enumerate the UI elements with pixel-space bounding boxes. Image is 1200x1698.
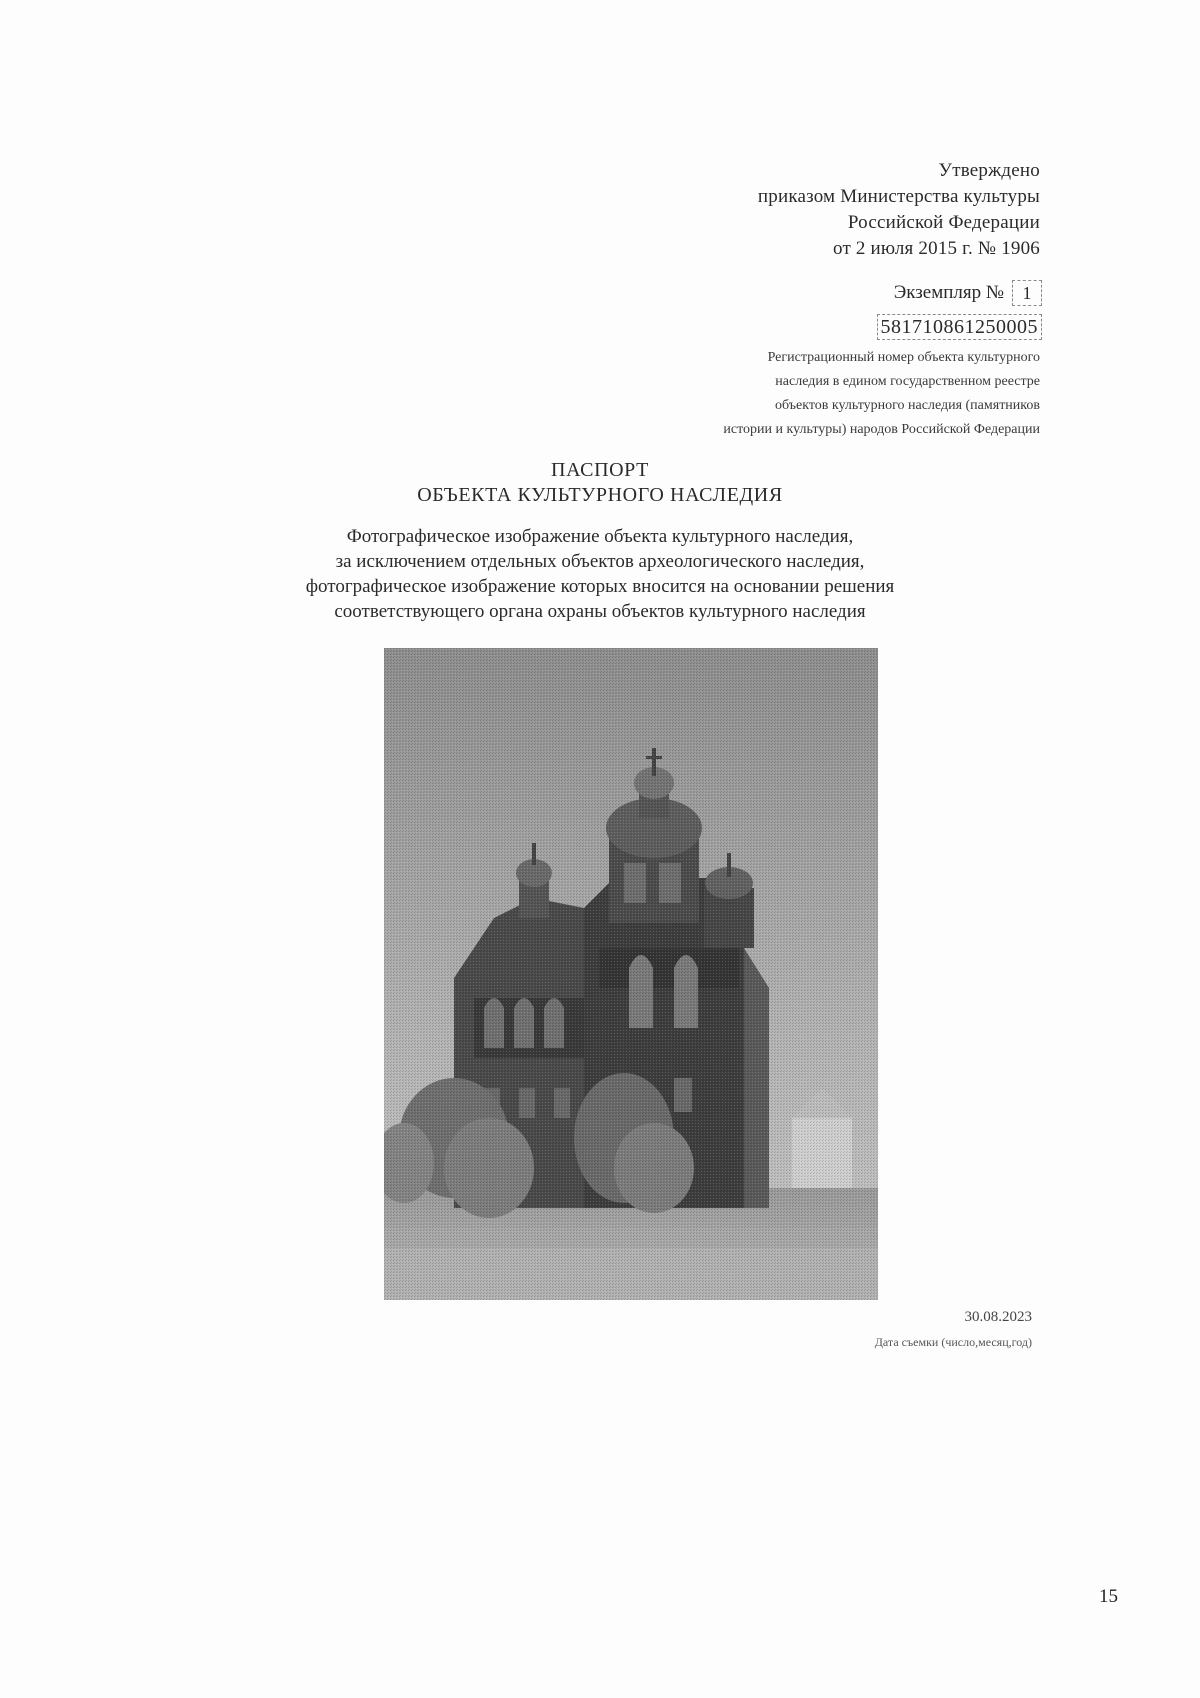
copy-number-row [894, 280, 1042, 306]
approval-line: приказом Министерства культуры [757, 186, 1040, 207]
registration-caption [723, 346, 1040, 442]
registration-caption-line: наследия в едином государственном реестре [775, 374, 1040, 389]
copy-number-label: Экземпляр № [893, 282, 1004, 303]
copy-number-value: 1 [1012, 280, 1042, 306]
document-title [0, 458, 1200, 508]
title-line: ОБЪЕКТА КУЛЬТУРНОГО НАСЛЕДИЯ [417, 484, 783, 506]
title-line: ПАСПОРТ [551, 459, 649, 481]
cathedral-photo-image [384, 648, 878, 1300]
registration-caption-line: объектов культурного наследия (памятников [775, 398, 1040, 413]
page-number: 15 [1099, 1586, 1118, 1607]
registration-caption-line: истории и культуры) народов Российской Федерации [723, 422, 1040, 437]
photo-caption [0, 524, 1200, 624]
photo-caption-line: Фотографическое изображение объекта культурного наследия, [346, 526, 854, 547]
approval-block [758, 158, 1040, 262]
approval-line: Утверждено [938, 160, 1040, 181]
approval-line: от 2 июля 2015 г. № 1906 [833, 238, 1040, 259]
registration-caption-line: Регистрационный номер объекта культурного [767, 350, 1040, 365]
photo-caption-line: за исключением отдельных объектов археологического наследия, [335, 551, 865, 572]
approval-line: Российской Федерации [847, 212, 1040, 233]
cathedral-photo [384, 648, 878, 1300]
photo-date-value: 30.08.2023 [964, 1309, 1032, 1325]
registration-number: 581710861250005 [877, 314, 1043, 340]
photo-caption-line: фотографическое изображение которых вносится на основании решения [305, 576, 895, 597]
photo-date-caption: Дата съемки (число,месяц,год) [874, 1335, 1032, 1349]
photo-caption-line: соответствующего органа охраны объектов культурного наследия [334, 601, 866, 622]
